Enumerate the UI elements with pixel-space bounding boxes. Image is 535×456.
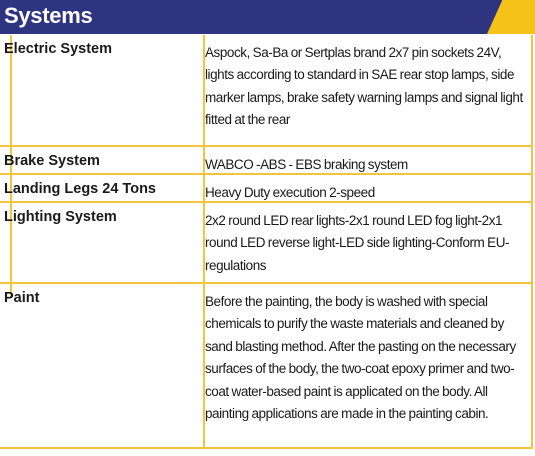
row-value-lighting-system: 2x2 round LED rear lights-2x1 round LED fog light-2x1 round LED reverse light-LED side lighting-Conform EU-regulations [205,213,510,273]
row-label-landing-legs: Landing Legs 24 Tons [4,181,156,197]
row-value-paint: Before the painting, the body is washed with special chemicals to purify the waste materials and cleaned by sand blasting method. After the pasting on the necessary surfaces of the body, the two-coat epoxy primer and two-coat water-based paint is applicated on the body. All painting applications are made in the painting cabin. [205,294,516,422]
table-row [0,175,533,203]
row-value-landing-legs: Heavy Duty execution 2-speed [205,185,375,200]
table-row [0,35,533,147]
row-label-brake-system: Brake System [4,153,100,169]
row-value-brake-system: WABCO -ABS - EBS braking system [205,157,408,172]
table-row [0,284,533,449]
row-label-electric-system: Electric System [4,41,113,57]
table-row [0,203,533,284]
section-header [0,0,535,34]
row-label-lighting-system: Lighting System [4,209,117,225]
row-label-paint: Paint [4,290,40,306]
row-value-electric-system: Aspock, Sa-Ba or Sertplas brand 2x7 pin sockets 24V, lights according to standard in SAE rear stop lamps, side marker lamps, brake safety warning lamps and signal light fitted at the rear [205,45,523,128]
section-title: Systems [4,3,93,28]
table-row [0,147,533,175]
